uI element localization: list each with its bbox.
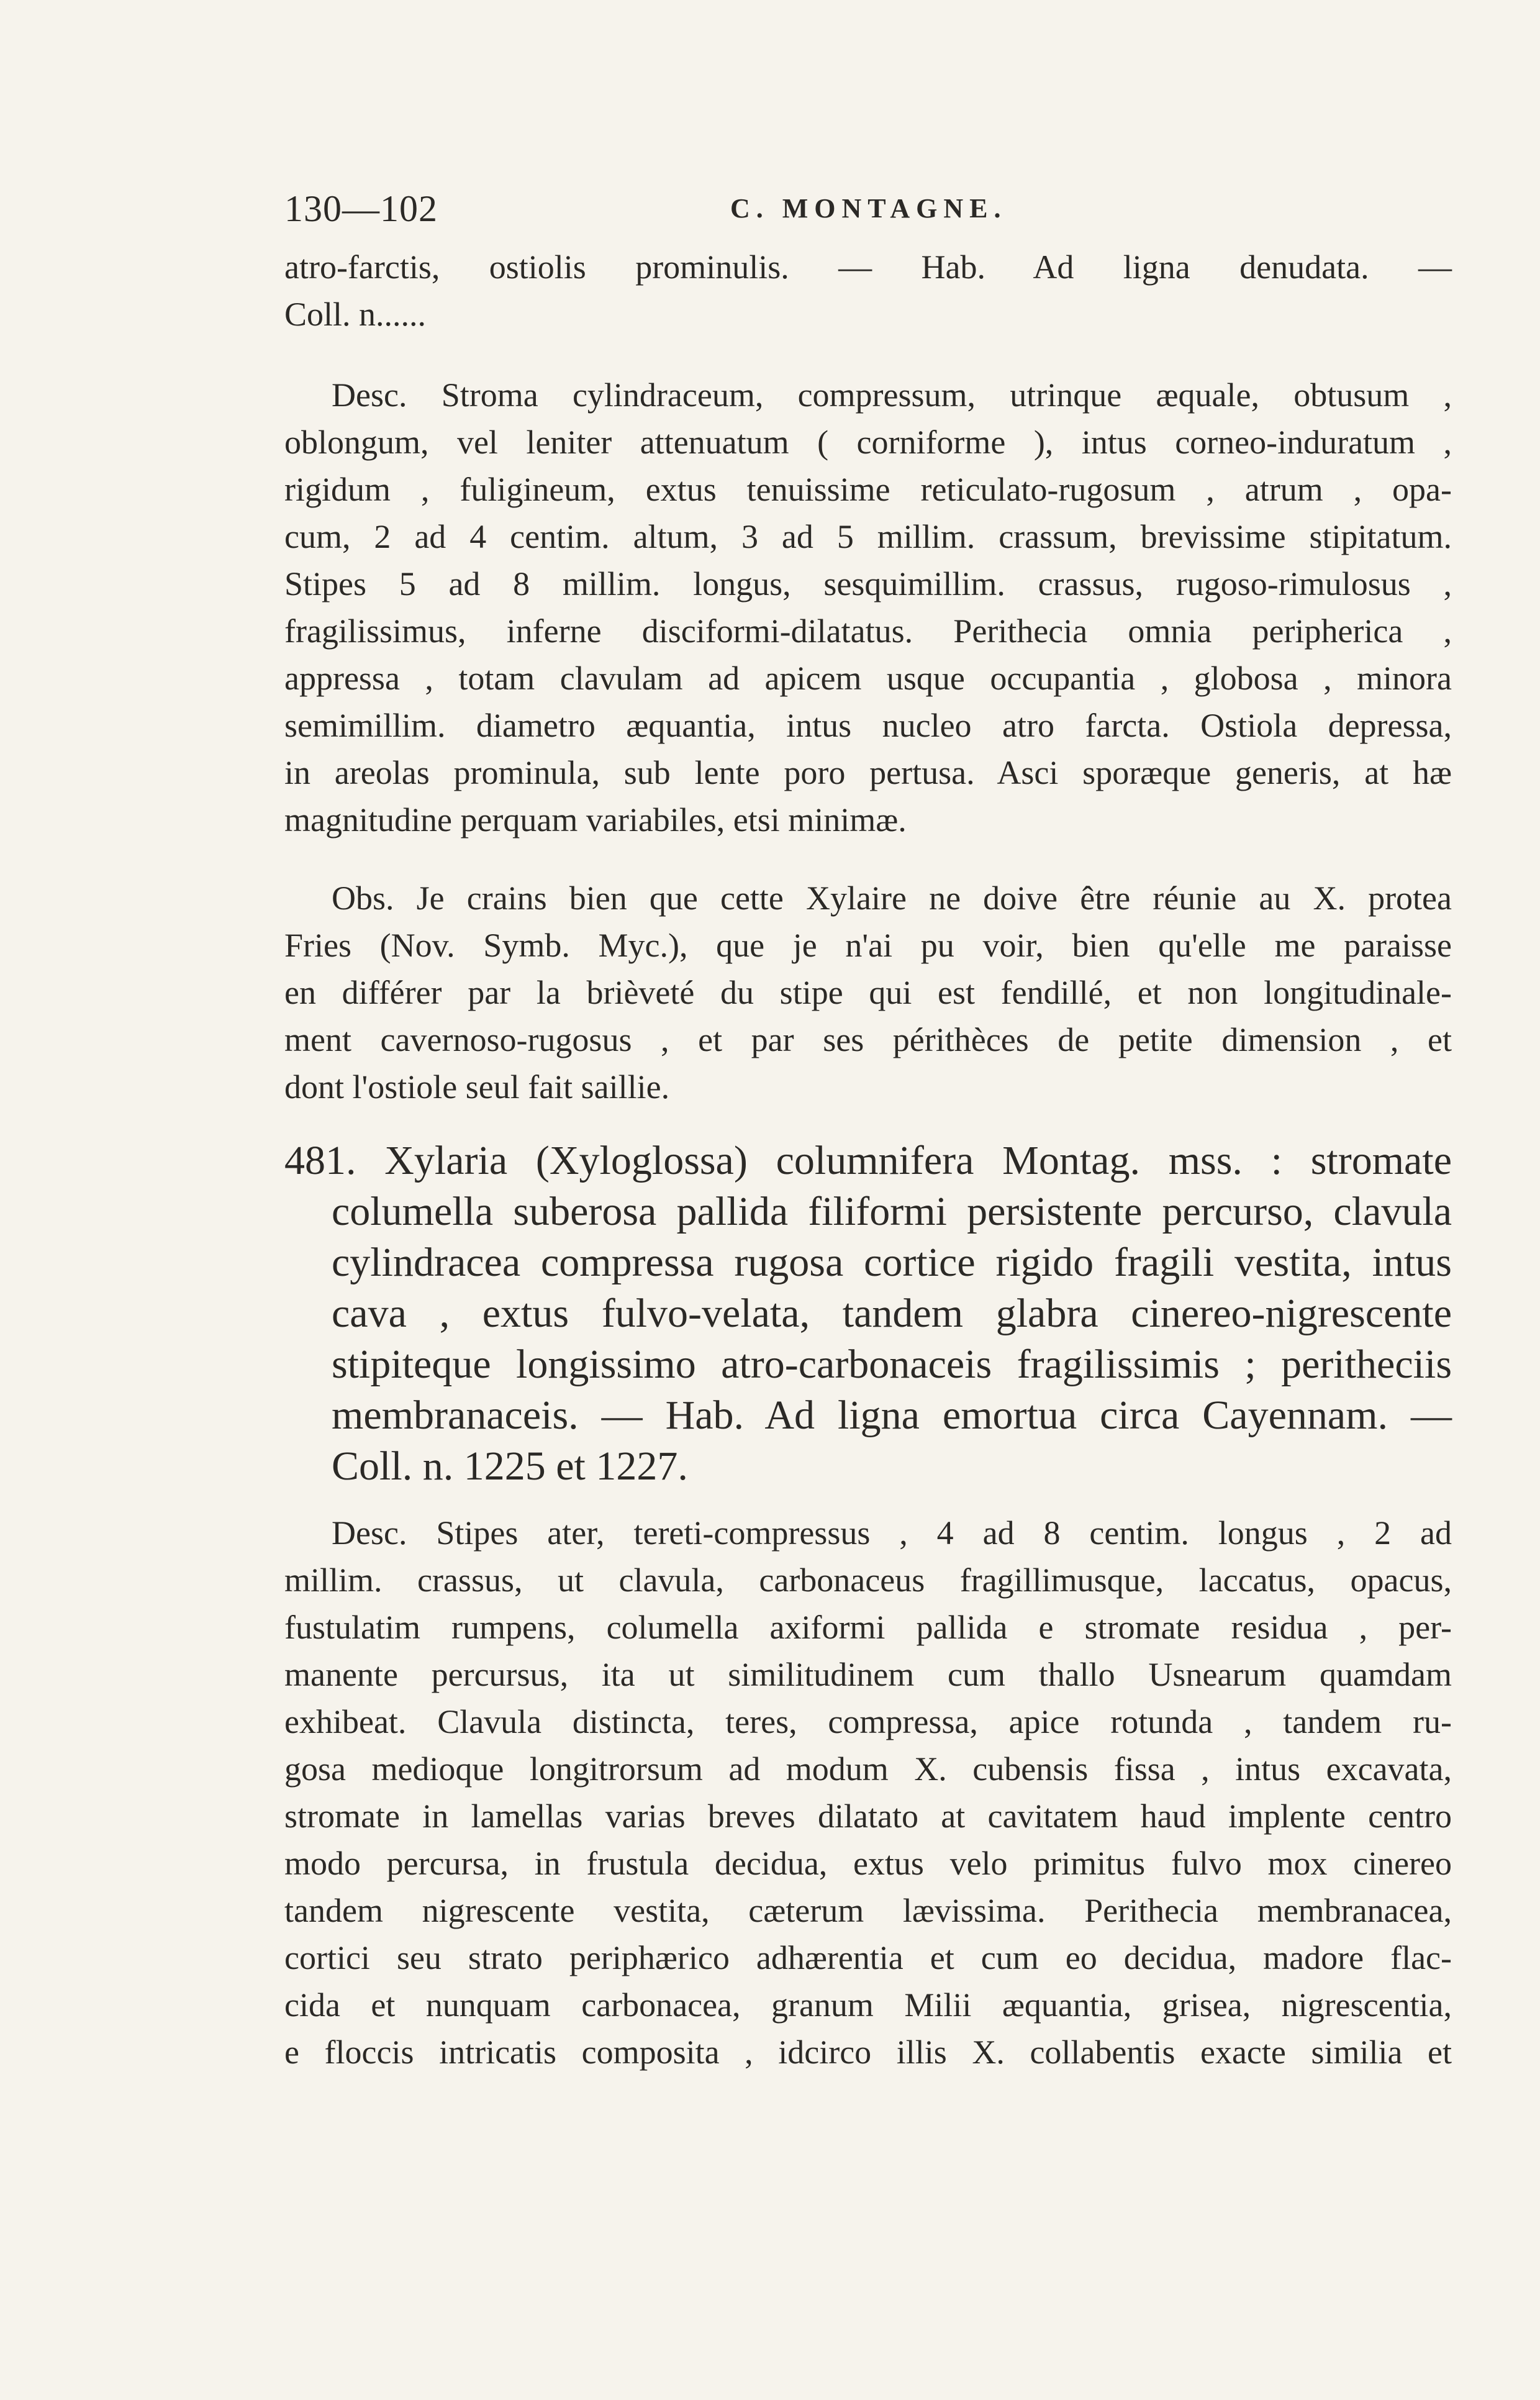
description-paragraph-1 xyxy=(284,371,1452,843)
text-line: semimillim. diametro æquantia, intus nucleo atro farcta. Ostiola depressa, xyxy=(284,707,1452,744)
text-line: gosa medioque longitrorsum ad modum X. cubensis fissa , intus excavata, xyxy=(284,1750,1452,1788)
text-line: magnitudine perquam variabiles, etsi minimæ. xyxy=(284,801,907,839)
text-line: in areolas prominula, sub lente poro pertusa. Asci sporæque generis, at hæ xyxy=(284,754,1452,791)
species-entry-481 xyxy=(284,1135,1452,1492)
text-line: fustulatim rumpens, columella axiformi pallida e stromate residua , per- xyxy=(284,1609,1452,1646)
text-line: Coll. n...... xyxy=(284,296,427,333)
page-header xyxy=(284,184,1464,234)
text-line: Stipes 5 ad 8 millim. longus, sesquimillim. crassus, rugoso-rimulosus , xyxy=(284,565,1452,602)
text-line: dont l'ostiole seul fait saillie. xyxy=(284,1068,670,1106)
text-line: ment cavernoso-rugosus , et par ses périthèces de petite dimension , et xyxy=(284,1021,1452,1058)
text-line: cortici seu strato periphærico adhærentia et cum eo decidua, madore flac- xyxy=(284,1939,1452,1976)
page-number: 130—102 xyxy=(284,188,438,229)
text-line: appressa , totam clavulam ad apicem usque occupantia , globosa , minora xyxy=(284,660,1452,697)
text-line: Desc. Stroma cylindraceum, compressum, utrinque æquale, obtusum , xyxy=(332,376,1452,414)
entry-heading-line: 481. Xylaria (Xyloglossa) columnifera Montag. mss. : stromate xyxy=(284,1138,1452,1183)
text-line: atro-farctis, ostiolis prominulis. — Hab. Ad ligna denudata. — xyxy=(284,248,1452,286)
text-line: cylindracea compressa rugosa cortice rigido fragili vestita, intus xyxy=(332,1240,1452,1285)
text-line: Coll. n. 1225 et 1227. xyxy=(332,1443,688,1489)
text-line: cava , extus fulvo-velata, tandem glabra cinereo-nigrescente xyxy=(332,1291,1452,1336)
observation-paragraph xyxy=(284,875,1452,1111)
text-line: cida et nunquam carbonacea, granum Milii æquantia, grisea, nigrescentia, xyxy=(284,1986,1452,2024)
text-line: membranaceis. — Hab. Ad ligna emortua circa Cayennam. — xyxy=(332,1393,1452,1438)
text-line: oblongum, vel leniter attenuatum ( corniforme ), intus corneo-induratum , xyxy=(284,424,1452,461)
text-line: tandem nigrescente vestita, cæterum lævissima. Perithecia membranacea, xyxy=(284,1892,1452,1929)
text-line: manente percursus, ita ut similitudinem cum thallo Usnearum quamdam xyxy=(284,1656,1452,1693)
text-line: en différer par la brièveté du stipe qui est fendillé, et non longitudinale- xyxy=(284,974,1452,1011)
text-line: e floccis intricatis composita , idcirco illis X. collabentis exacte similia et xyxy=(284,2034,1452,2071)
description-paragraph-2 xyxy=(284,1509,1452,2076)
text-line: Desc. Stipes ater, tereti-compressus , 4 ad 8 centim. longus , 2 ad xyxy=(332,1514,1452,1552)
text-line: columella suberosa pallida filiformi persistente percurso, clavula xyxy=(332,1189,1452,1234)
text-line: millim. crassus, ut clavula, carbonaceus fragillimusque, laccatus, opacus, xyxy=(284,1561,1452,1599)
text-line: Fries (Nov. Symb. Myc.), que je n'ai pu voir, bien qu'elle me paraisse xyxy=(284,927,1452,964)
running-title: C. MONTAGNE. xyxy=(730,193,1007,224)
text-line: cum, 2 ad 4 centim. altum, 3 ad 5 millim. crassum, brevissime stipitatum. xyxy=(284,518,1452,555)
text-line: modo percursa, in frustula decidua, extus velo primitus fulvo mox cinereo xyxy=(284,1845,1452,1882)
text-line: rigidum , fuligineum, extus tenuissime reticulato-rugosum , atrum , opa- xyxy=(284,471,1452,508)
text-line: stromate in lamellas varias breves dilatato at cavitatem haud implente centro xyxy=(284,1798,1452,1835)
text-line: stipiteque longissimo atro-carbonaceis fragilissimis ; peritheciis xyxy=(332,1342,1452,1387)
text-line: Obs. Je crains bien que cette Xylaire ne doive être réunie au X. protea xyxy=(332,880,1452,917)
continued-description xyxy=(284,243,1452,338)
text-line: exhibeat. Clavula distincta, teres, compressa, apice rotunda , tandem ru- xyxy=(284,1703,1452,1740)
text-line: fragilissimus, inferne disciformi-dilatatus. Perithecia omnia peripherica , xyxy=(284,612,1452,650)
